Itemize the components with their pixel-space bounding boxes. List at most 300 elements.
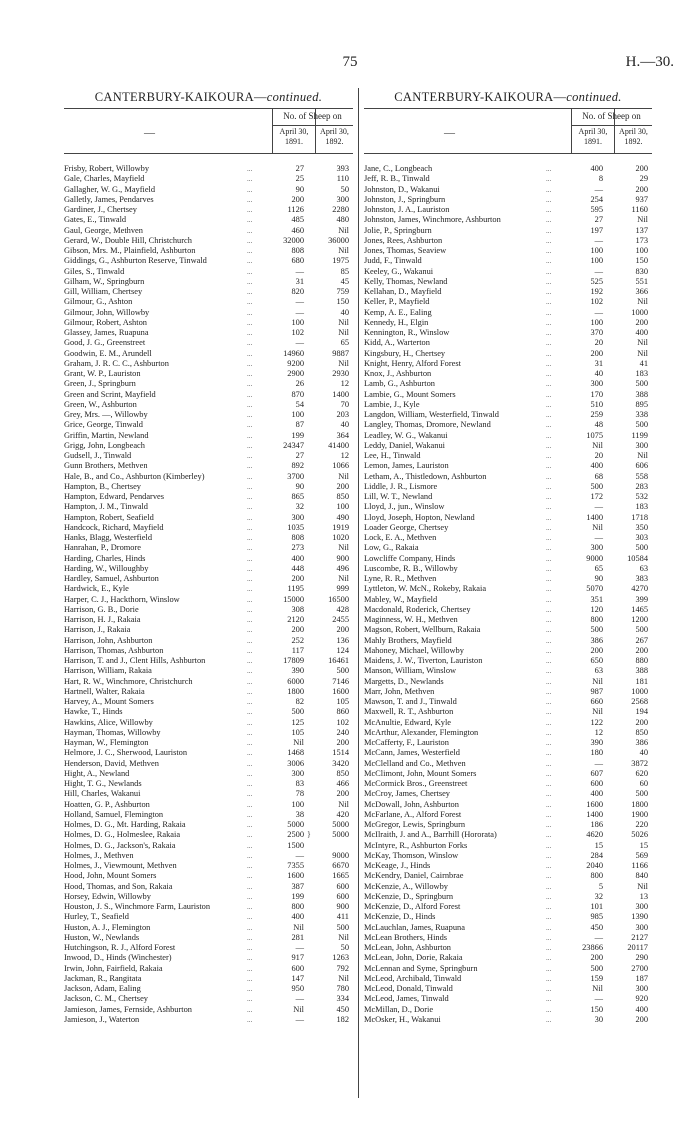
leader-dots: ... [546, 493, 552, 501]
owner-name: Green, W., Ashburton [64, 399, 137, 409]
owner-name: McClimont, John, Mount Somers [364, 768, 477, 778]
sheep-1891: 1035 [287, 522, 304, 532]
owner-name: Maidens, J. W., Tiverton, Lauriston [364, 656, 483, 665]
sheep-1891: 273 [291, 543, 304, 553]
sheep-1891: 2120 [287, 615, 304, 624]
leader-dots: ... [546, 913, 552, 922]
table-row [64, 789, 353, 799]
owner-name: Holmes, J., Viewmount, Methven [64, 861, 177, 870]
sheep-1891: 159 [590, 973, 603, 983]
sheep-1892: 110 [336, 174, 349, 184]
leader-dots: ... [546, 226, 552, 235]
owner-name: Liddle, J. R., Lismore [364, 481, 438, 491]
leader-dots: ... [546, 165, 552, 173]
leader-dots: ... [546, 995, 552, 1004]
sheep-1892: 2127 [631, 932, 648, 942]
leader-dots: ... [247, 626, 253, 635]
table-header [364, 108, 652, 154]
owner-name: Marr, John, Methven [364, 686, 435, 696]
leader-dots: ... [247, 708, 253, 717]
owner-name: Kennedy, H., Elgin [364, 317, 429, 327]
owner-name: Gilmour, Robert, Ashton [64, 317, 147, 327]
sheep-1891: 400 [590, 789, 603, 799]
sheep-1892: 40 [340, 420, 349, 430]
table-row [364, 195, 652, 205]
sheep-1891: 252 [291, 635, 304, 645]
sheep-1892: 900 [336, 553, 349, 563]
table-row [364, 964, 652, 974]
owner-name: McMillan, D., Dorie [364, 1004, 434, 1014]
sheep-1892: Nil [338, 973, 349, 983]
leader-dots: ... [247, 616, 253, 624]
sheep-1891: — [594, 307, 603, 317]
sheep-1892: 200 [336, 625, 349, 635]
sheep-1891: Nil [592, 984, 603, 993]
table-row [364, 502, 652, 512]
leader-dots: ... [546, 195, 552, 204]
sheep-1892: 3872 [631, 758, 648, 768]
leader-dots: ... [546, 769, 552, 778]
sheep-1891: 199 [291, 430, 304, 440]
sheep-1892: 840 [635, 871, 648, 881]
table-row [64, 205, 353, 215]
table-row [64, 861, 353, 871]
leader-dots: ... [546, 687, 552, 696]
leader-dots: ... [546, 370, 552, 378]
sheep-1891: 186 [590, 820, 603, 829]
sheep-1892: 1975 [332, 256, 349, 266]
table-row [64, 697, 353, 707]
owner-name: McLean, John, Ashburton [364, 943, 451, 952]
table-row [364, 738, 652, 748]
table-row [364, 318, 652, 328]
sheep-1891: 90 [594, 574, 603, 583]
leader-dots: ... [247, 421, 253, 430]
sheep-1892: 12 [340, 379, 349, 389]
sheep-1891: 892 [291, 461, 304, 471]
sheep-1891: 27 [295, 164, 304, 173]
leader-dots: ... [247, 903, 253, 911]
sheep-1891: 102 [590, 297, 603, 307]
sheep-1892: 1200 [631, 615, 648, 624]
leader-dots: ... [546, 339, 552, 348]
sheep-1892: Nil [637, 215, 648, 225]
sheep-1892: 350 [635, 522, 648, 532]
owner-name: Gilmour, John, Willowby [64, 307, 150, 317]
table-row [364, 523, 652, 533]
column-divider [358, 88, 359, 1098]
table-row [364, 605, 652, 615]
sheep-1892: 500 [635, 789, 648, 799]
table-row [364, 574, 652, 584]
table-row [64, 953, 353, 963]
sheep-1891: 600 [590, 779, 603, 788]
sheep-1891: 800 [590, 871, 603, 881]
sheep-1891: 1126 [287, 205, 304, 214]
sheep-1891: 808 [291, 533, 304, 542]
table-row [64, 943, 353, 953]
sheep-1892: Nil [338, 932, 349, 942]
table-row [364, 666, 652, 676]
leader-dots: ... [546, 277, 552, 286]
owner-name: Holmes, D. G., Holmeslee, Rakaia [64, 830, 181, 840]
sheep-1892: 490 [336, 512, 349, 522]
leader-dots: ... [247, 175, 253, 184]
sheep-1891: Nil [592, 440, 603, 450]
owner-name: Kemp, A. E., Ealing [364, 307, 432, 317]
sheep-1891: 38 [295, 809, 304, 819]
sheep-1892: 13 [639, 891, 648, 901]
sheep-1892: 181 [635, 676, 648, 686]
leader-dots: ... [546, 544, 552, 553]
year-1891-label: April 30, 1891. [578, 127, 608, 146]
sheep-1892: 600 [336, 881, 349, 891]
owner-name: Lamb, G., Ashburton [364, 379, 435, 389]
leader-dots: ... [546, 513, 552, 522]
sheep-1892: 1166 [631, 861, 648, 870]
table-row [64, 707, 353, 717]
table-row [64, 605, 353, 615]
leader-dots: ... [247, 851, 253, 860]
leader-dots: ... [546, 288, 552, 296]
sheep-1892: 895 [635, 399, 648, 409]
owner-name: Huston, W., Newlands [64, 932, 140, 942]
table-row [364, 236, 652, 246]
sheep-1892: 792 [336, 963, 349, 973]
sheep-1891: — [295, 297, 304, 307]
sheep-1892: Nil [637, 338, 648, 348]
sheep-1891: — [295, 307, 304, 317]
table-row [364, 338, 652, 348]
leader-dots: ... [247, 411, 253, 419]
owner-name: McLauchlan, James, Ruapuna [364, 922, 465, 932]
leader-dots: ... [546, 247, 552, 255]
owner-name: McKeage, J., Hinds [364, 861, 431, 870]
leader-dots: ... [247, 513, 253, 522]
sheep-1892: Nil [637, 881, 648, 891]
table-row [364, 277, 652, 287]
owner-name: Jamieson, James, Fernside, Ashburton [64, 1004, 192, 1014]
table-row [364, 185, 652, 195]
table-row [64, 277, 353, 287]
table-row [64, 769, 353, 779]
leader-dots: ... [546, 431, 552, 440]
leader-dots: ... [546, 554, 552, 563]
sheep-1891: 510 [590, 399, 603, 409]
table-heading [64, 88, 353, 108]
owner-name: Kellahan, D., Mayfield [364, 287, 442, 296]
table-row [64, 656, 353, 666]
table-row [64, 1015, 353, 1025]
sheep-1891: 15000 [283, 594, 304, 604]
leader-dots: ... [247, 985, 253, 993]
sheep-1891: 14960 [283, 348, 304, 358]
page-reference: H.—30. [625, 54, 674, 70]
owner-name: Gardiner, J., Chertsey [64, 205, 137, 214]
owner-name: Harvey, A., Mount Somers [64, 697, 154, 706]
table-row [364, 513, 652, 523]
leader-dots: ... [546, 411, 552, 419]
sheep-1891: 83 [295, 779, 304, 788]
owner-name: Hale, B., and Co., Ashburton (Kimberley) [64, 471, 205, 481]
sheep-1891: 31 [594, 358, 603, 368]
owner-name: Knox, J., Ashburton [364, 369, 432, 378]
table-row [64, 841, 353, 851]
table-row [364, 256, 652, 266]
owner-name: Lloyd, Joseph, Hopton, Newland [364, 512, 475, 522]
leader-dots: ... [546, 657, 552, 665]
leader-dots: ... [546, 236, 552, 245]
owner-name: Holmes, J., Methven [64, 850, 134, 860]
owner-name: McAnultie, Edward, Kyle [364, 717, 451, 727]
leader-dots: ... [247, 759, 253, 768]
sheep-1891: 40 [594, 369, 603, 378]
sheep-1891: 100 [291, 317, 304, 327]
owner-name: Frisby, Robert, Willowby [64, 164, 150, 173]
sheep-1891: 200 [291, 194, 304, 204]
owner-name: Lee, H., Tinwald [364, 451, 421, 460]
owner-name: McCormick Bros., Greenstreet [364, 779, 468, 788]
sheep-1892: 366 [635, 287, 648, 296]
sheep-1891: 90 [295, 481, 304, 491]
table-row [364, 349, 652, 359]
owner-name: Lambie, J., Kyle [364, 399, 420, 409]
sheep-1892: 200 [635, 717, 648, 727]
table-row [64, 164, 353, 174]
sheep-1891: 1800 [287, 686, 304, 696]
leader-dots: ... [546, 851, 552, 860]
leader-dots: ... [247, 216, 253, 225]
sheep-1892: 50 [340, 943, 349, 952]
sheep-1891: 660 [590, 697, 603, 706]
sheep-1891: 7355 [287, 861, 304, 870]
owner-name: Hanks, Blagg, Westerfield [64, 533, 153, 542]
owner-name: McLeod, James, Tinwald [364, 994, 449, 1004]
leader-dots: ... [546, 605, 552, 614]
sheep-1892: 334 [336, 994, 349, 1004]
owner-name: Galletly, James, Pendarves [64, 194, 154, 204]
sheep-1892: 850 [635, 727, 648, 737]
owner-name: Macdonald, Roderick, Chertsey [364, 604, 471, 614]
owner-name: Hayman, W., Flemington [64, 738, 149, 747]
sheep-1892: 100 [635, 246, 648, 255]
sheep-1891: Nil [592, 676, 603, 686]
sheep-1892: 5026 [631, 830, 648, 840]
owner-name: Jeff, R. B., Tinwald [364, 174, 430, 184]
owner-name: Gill, William, Chertsey [64, 287, 143, 296]
sheep-1892: 9887 [332, 348, 349, 358]
sheep-1892: 200 [336, 481, 349, 491]
sheep-1891: 950 [291, 984, 304, 993]
sheep-1892: 105 [336, 697, 349, 706]
sheep-1892: 1919 [332, 522, 349, 532]
leader-dots: ... [247, 810, 253, 819]
sheep-1892: 40 [639, 748, 648, 758]
table-row [364, 164, 652, 174]
sheep-1892: 393 [336, 164, 349, 173]
sheep-1891: 2900 [287, 369, 304, 378]
owner-name: Houston, J. S., Winchmore Farm, Lauriston [64, 902, 211, 911]
leader-dots: ... [247, 359, 253, 368]
leader-dots: ... [546, 1015, 552, 1024]
owner-name: Mahly Brothers, Mayfield [364, 635, 452, 645]
leader-dots: ... [546, 800, 552, 809]
leader-dots: ... [247, 380, 253, 389]
table-row [364, 923, 652, 933]
table-row [364, 912, 652, 922]
owner-name: Harrison, T. and J., Clent Hills, Ashburton [64, 656, 206, 665]
sheep-1891: 254 [590, 194, 603, 204]
table-row [64, 297, 353, 307]
sheep-1891: — [594, 533, 603, 542]
owner-name: McCafferty, F., Lauriston [364, 738, 449, 747]
owner-name: Hayman, Thomas, Willowby [64, 727, 161, 737]
table-row [364, 892, 652, 902]
leader-dots: ... [247, 185, 253, 194]
leader-dots: ... [546, 933, 552, 942]
leader-dots: ... [247, 298, 253, 307]
owner-name: McKenzie, D., Hinds [364, 912, 436, 922]
leader-dots: ... [546, 708, 552, 717]
sheep-1892: 450 [336, 1004, 349, 1014]
table-row [64, 513, 353, 523]
leader-dots: ... [247, 575, 253, 583]
sheep-1891: 100 [590, 317, 603, 327]
table-row [364, 636, 652, 646]
sheep-1892: Nil [338, 225, 349, 235]
table-row [364, 359, 652, 369]
sheep-1891: 3700 [287, 471, 304, 481]
owner-name: Gilham, W., Springburn [64, 276, 145, 286]
heading-main: CANTERBURY-KAIKOURA— [94, 90, 267, 104]
table-row [64, 174, 353, 184]
sheep-1891: 200 [291, 574, 304, 583]
owner-name: Jamieson, J., Waterton [64, 1014, 140, 1024]
sheep-1891: 5000 [287, 820, 304, 829]
sheep-1891: 2500 [287, 830, 304, 840]
sheep-1892: 532 [635, 492, 648, 501]
sheep-1891: 9200 [287, 358, 304, 368]
table-row [364, 472, 652, 482]
sheep-1891: 172 [590, 492, 603, 501]
sheep-1892: 338 [635, 410, 648, 419]
sheep-1892: 200 [635, 164, 648, 173]
sheep-1892: 200 [635, 317, 648, 327]
owner-name: Lyttleton, W. McN., Rokeby, Rakaia [364, 584, 487, 594]
sheep-1891: 387 [291, 881, 304, 891]
table-row [364, 697, 652, 707]
sheep-1891: 30 [594, 1014, 603, 1024]
sheep-1891: 100 [291, 410, 304, 419]
sheep-1892: 7146 [332, 676, 349, 686]
owner-name: Johnston, D., Wakanui [364, 184, 440, 194]
table-row [64, 964, 353, 974]
owner-name: Grant, W. P., Lauriston [64, 369, 141, 378]
table-row [64, 431, 353, 441]
table-row [64, 390, 353, 400]
owner-name: Hampton, Robert, Seafield [64, 512, 154, 522]
table-row [364, 994, 652, 1004]
table-row [364, 810, 652, 820]
table-row [64, 359, 353, 369]
leader-dots: ... [546, 349, 552, 358]
table-row [364, 984, 652, 994]
sheep-1892: 1600 [332, 686, 349, 696]
sheep-1892: 4270 [631, 584, 648, 594]
sheep-1891: 680 [291, 256, 304, 266]
owner-name: Magson, Robert, Wellburn, Rakaia [364, 625, 481, 635]
table-row [364, 902, 652, 912]
leader-dots: ... [247, 944, 253, 952]
sheep-1892: 200 [635, 1014, 648, 1024]
leader-dots: ... [247, 667, 253, 676]
owner-name: McCroy, James, Chertsey [364, 789, 450, 799]
sheep-1891: — [594, 266, 603, 276]
owner-name: McLean Brothers, Hinds [364, 932, 448, 942]
sheep-1892: 1800 [631, 799, 648, 809]
sheep-1892: 50 [340, 184, 349, 194]
table-row [364, 748, 652, 758]
table-row [364, 718, 652, 728]
sheep-1891: 20 [594, 451, 603, 460]
sheep-1892: Nil [338, 317, 349, 327]
leader-dots: ... [247, 339, 253, 348]
sheep-1892: 1000 [631, 307, 648, 317]
owner-name: Hanrahan, P., Dromore [64, 543, 141, 553]
leader-dots: ... [247, 472, 253, 481]
sheep-1891: 865 [291, 492, 304, 501]
leader-dots: ... [247, 995, 253, 1004]
table-row [64, 338, 353, 348]
sheep-1891: 5 [598, 881, 603, 891]
owner-name: Gibson, Mrs. M., Plainfield, Ashburton [64, 246, 196, 255]
table-row [364, 882, 652, 892]
sheep-1891: 100 [291, 799, 304, 809]
sheep-1892: 124 [336, 645, 349, 655]
table-row [64, 1005, 353, 1015]
table-row [64, 779, 353, 789]
leader-dots: ... [247, 790, 253, 799]
leader-dots: ... [247, 862, 253, 870]
table-row [64, 502, 353, 512]
table-row [64, 625, 353, 635]
sheep-1892: 5000 [332, 830, 349, 840]
sheep-1892: 558 [635, 471, 648, 481]
sheep-1891: 150 [590, 1004, 603, 1014]
sheep-1892: 2280 [332, 205, 349, 214]
table-row [64, 410, 353, 420]
leader-dots: ... [247, 554, 253, 563]
owner-name: McIlraith, J. and A., Barrhill (Hororata) [364, 830, 497, 840]
sheep-1891: 105 [291, 727, 304, 737]
owner-name: Kelly, Thomas, Newland [364, 276, 448, 286]
sheep-1892: 411 [336, 912, 349, 922]
owner-name: Langdon, William, Westerfield, Tinwald [364, 410, 499, 419]
sheep-1892: Nil [338, 543, 349, 553]
sheep-1892: 1400 [332, 389, 349, 399]
owner-name: Luscombe, R. B., Willowby [364, 563, 458, 573]
sheep-1892: 300 [635, 440, 648, 450]
leader-dots: ... [247, 564, 253, 573]
leader-dots: ... [247, 841, 253, 850]
sheep-1891: 6000 [287, 676, 304, 686]
sheep-1891: 607 [590, 768, 603, 778]
owner-name: Harding, Charles, Hinds [64, 553, 146, 563]
leader-dots: ... [546, 359, 552, 368]
sheep-1892: 60 [639, 779, 648, 788]
leader-dots: ... [247, 892, 253, 901]
owner-name: Jolie, P., Springburn [364, 225, 432, 235]
